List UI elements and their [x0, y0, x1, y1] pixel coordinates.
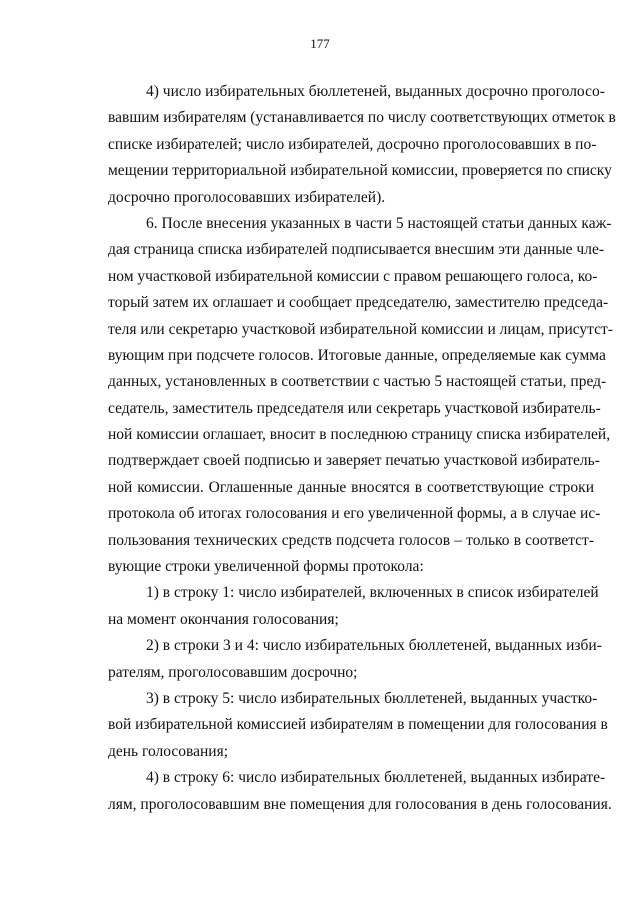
text-line: седатель, заместитель председателя или секретарь участковой избиратель- [108, 399, 601, 417]
text-line: вующим при подсчете голосов. Итоговые данные, определяемые как сумма [108, 346, 606, 364]
document-body [108, 79, 616, 818]
text-line: 2) в строки 3 и 4: число избирательных бюллетеней, выданных изби- [146, 637, 602, 655]
text-line: подтверждает своей подписью и заверяет печатью участковой избиратель- [108, 452, 600, 470]
text-line: пользования технических средств подсчета голосов – только в соответст- [108, 531, 594, 549]
text-line: ной комиссии. Оглашенные данные вносятся в соответствующие строки [108, 478, 594, 496]
text-line: 4) в строку 6: число избирательных бюллетеней, выданных избирате- [146, 769, 606, 787]
text-line: 3) в строку 5: число избирательных бюллетеней, выданных участко- [146, 689, 598, 707]
text-line: вой избирательной комиссией избирателям в помещении для голосования в [108, 716, 608, 734]
paragraph [108, 79, 616, 211]
text-line: дая страница списка избирателей подписывается внесшим эти данные чле- [108, 241, 604, 259]
text-line: 4) число избирательных бюллетеней, выданных досрочно проголосо- [146, 83, 605, 100]
text-line: протокола об итогах голосования и его увеличенной формы, а в случае ис- [108, 505, 601, 523]
text-line: досрочно проголосовавших избирателей). [108, 188, 386, 206]
text-line: торый затем их оглашает и сообщает председателю, заместителю председа- [108, 294, 609, 312]
page-number: 177 [310, 36, 330, 51]
text-line: списке избирателей; число избирателей, досрочно проголосовавших в по- [108, 135, 597, 153]
paragraph [108, 633, 602, 686]
text-line: данных, установленных в соответствии с частью 5 настоящей статьи, пред- [108, 373, 607, 391]
paragraph [108, 765, 612, 818]
text-line: мещении территориальной избирательной комиссии, проверяется по списку [108, 162, 612, 180]
text-line: теля или секретарю участковой избирательной комиссии и лицам, присутст- [108, 320, 613, 338]
text-line: вавшим избирателям (устанавливается по числу соответствующих отметок в [108, 109, 616, 127]
paragraph [108, 686, 608, 765]
text-line: вующие строки увеличенной формы протокола: [108, 558, 424, 576]
text-line: лям, проголосовавшим вне помещения для голосования в день голосования. [108, 795, 612, 813]
paragraph [108, 580, 599, 633]
paragraph [108, 211, 613, 580]
text-line: 6. После внесения указанных в части 5 настоящей статьи данных каж- [146, 214, 612, 232]
text-line: 1) в строку 1: число избирателей, включенных в список избирателей [146, 584, 599, 602]
text-line: ной комиссии оглашает, вносит в последнюю страницу списка избирателей, [108, 426, 611, 444]
text-line: день голосования; [108, 742, 229, 760]
text-line: рателям, проголосовавшим досрочно; [108, 663, 358, 681]
text-line: ном участковой избирательной комиссии с правом решающего голоса, ко- [108, 267, 598, 285]
text-line: на момент окончания голосования; [108, 610, 339, 628]
